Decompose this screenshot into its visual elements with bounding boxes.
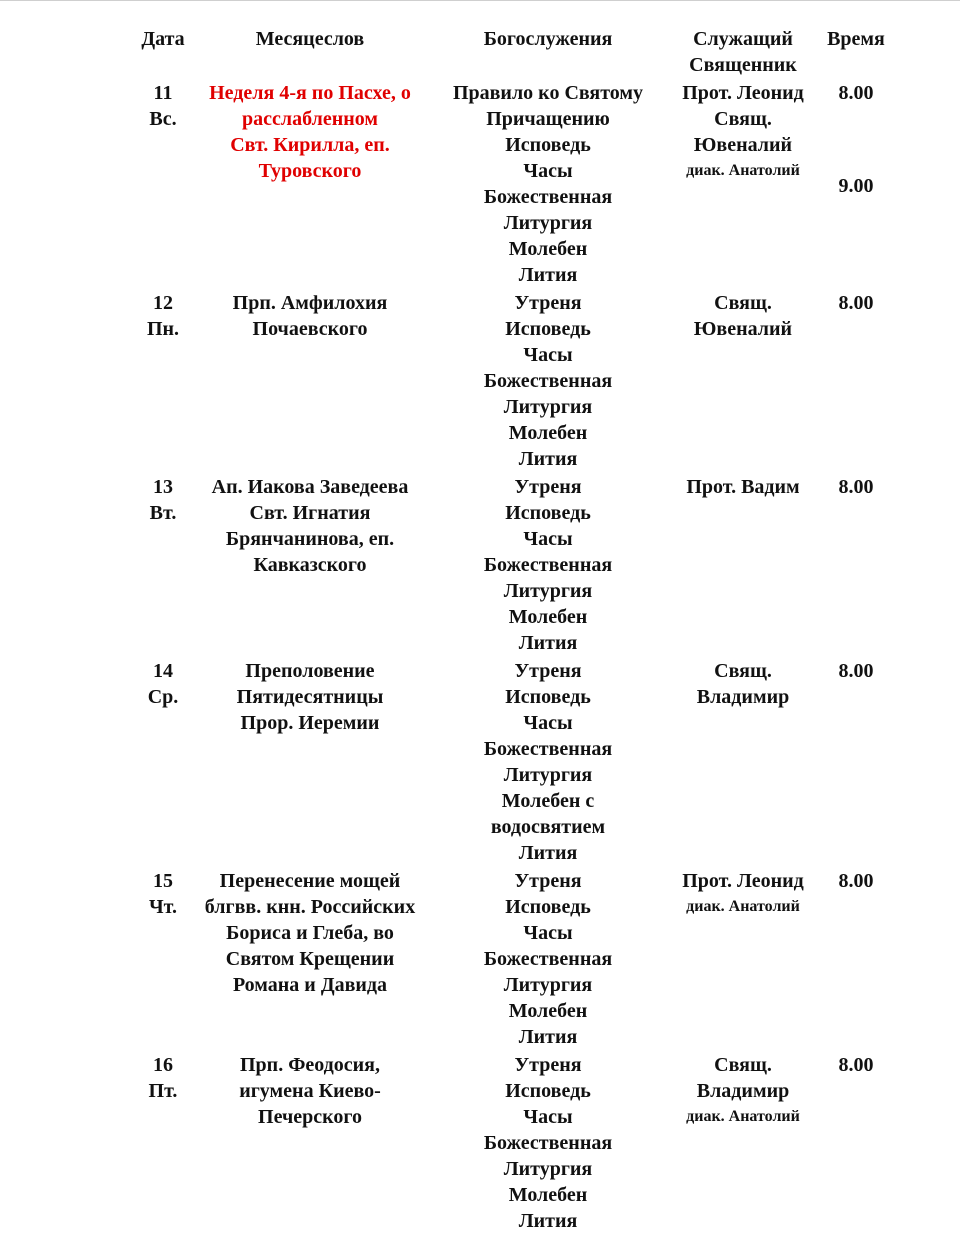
row-1-time-2: 9.00 xyxy=(838,175,874,197)
header-time-label: Время xyxy=(827,28,885,50)
row-1-services xyxy=(432,80,664,288)
row-1-saints-line-4: Туровского xyxy=(258,160,362,182)
row-5-service-6: Молебен xyxy=(508,1000,588,1022)
row-2-date xyxy=(128,290,198,342)
row-1-service-7: Молебен xyxy=(508,238,588,260)
row-5-saints-line-4: Святом Крещении xyxy=(225,948,395,970)
row-1-priest-line-1: Прот. Леонид xyxy=(682,82,804,104)
row-4-priest-line-2: Владимир xyxy=(696,686,790,708)
header-priest xyxy=(660,26,826,78)
row-5-services xyxy=(432,868,664,1050)
row-2-priest-line-2: Ювеналий xyxy=(693,318,793,340)
header-saints-label: Месяцеслов xyxy=(255,28,365,50)
row-5-service-3: Часы xyxy=(523,922,573,944)
row-4-priests xyxy=(660,658,826,710)
row-4-time xyxy=(818,658,894,684)
row-3-saints-line-4: Кавказского xyxy=(253,554,367,576)
row-6-service-1: Утреня xyxy=(514,1054,582,1076)
row-2-service-1: Утреня xyxy=(514,292,582,314)
row-2-service-3: Часы xyxy=(523,344,573,366)
row-3-saints-line-2: Свт. Игнатия xyxy=(249,502,371,524)
row-1-priest-line-3: Ювеналий xyxy=(693,134,793,156)
row-4-date-weekday: Ср. xyxy=(147,686,179,708)
row-6-service-3: Часы xyxy=(523,1106,573,1128)
row-3-service-4: Божественная xyxy=(483,554,613,576)
row-2-services xyxy=(432,290,664,472)
row-3-time xyxy=(818,474,894,500)
row-1-service-2: Причащению xyxy=(486,108,610,130)
row-6-time xyxy=(818,1052,894,1078)
row-4-service-7: водосвятием xyxy=(490,816,606,838)
header-saints xyxy=(190,26,430,52)
row-3-saints xyxy=(190,474,430,578)
row-1-time-1: 8.00 xyxy=(838,82,874,104)
row-6-priests xyxy=(660,1052,826,1130)
row-5-time xyxy=(818,868,894,894)
row-4-saints xyxy=(190,658,430,736)
row-3-saints-line-3: Брянчанинова, еп. xyxy=(225,528,395,550)
row-1-deacon: диак. Анатолий xyxy=(686,162,800,179)
row-5-saints-line-5: Романа и Давида xyxy=(232,974,388,996)
row-3-service-7: Лития xyxy=(518,632,578,654)
row-1-service-3: Исповедь xyxy=(505,134,591,156)
row-5-priest-line-1: Прот. Леонид xyxy=(682,870,804,892)
row-4-service-2: Исповедь xyxy=(505,686,591,708)
row-6-deacon: диак. Анатолий xyxy=(686,1108,800,1125)
row-4-saints-line-2: Пятидесятницы xyxy=(236,686,384,708)
row-6-date-day: 16 xyxy=(153,1054,173,1076)
header-services-label: Богослужения xyxy=(483,28,613,50)
row-2-date-day: 12 xyxy=(153,292,173,314)
row-1-service-4: Часы xyxy=(523,160,573,182)
row-5-deacon: диак. Анатолий xyxy=(686,898,800,915)
row-1-date-weekday: Вс. xyxy=(149,108,177,130)
row-5-date-weekday: Чт. xyxy=(149,896,177,918)
row-5-saints-line-3: Бориса и Глеба, во xyxy=(226,922,394,944)
row-4-service-6: Молебен с xyxy=(501,790,595,812)
row-5-service-4: Божественная xyxy=(483,948,613,970)
row-1-saints-line-1: Неделя 4-я по Пасхе, о xyxy=(209,82,411,104)
row-2-service-6: Молебен xyxy=(508,422,588,444)
row-2-saints-line-2: Почаевского xyxy=(252,318,368,340)
row-5-service-5: Литургия xyxy=(503,974,593,996)
row-4-date xyxy=(128,658,198,710)
row-4-services xyxy=(432,658,664,866)
row-5-time-1: 8.00 xyxy=(838,870,874,892)
row-2-time xyxy=(818,290,894,316)
row-2-saints-line-1: Прп. Амфилохия xyxy=(232,292,388,314)
row-3-priest-line-1: Прот. Вадим xyxy=(686,476,800,498)
row-6-service-5: Литургия xyxy=(503,1158,593,1180)
row-2-saints xyxy=(190,290,430,342)
row-3-service-3: Часы xyxy=(523,528,573,550)
row-6-saints xyxy=(190,1052,430,1130)
row-1-service-5: Божественная xyxy=(483,186,613,208)
header-date xyxy=(128,26,198,52)
row-4-service-3: Часы xyxy=(523,712,573,734)
row-5-service-2: Исповедь xyxy=(505,896,591,918)
row-1-service-1: Правило ко Святому xyxy=(452,82,644,104)
row-5-date xyxy=(128,868,198,920)
row-5-priests xyxy=(660,868,826,920)
row-4-service-4: Божественная xyxy=(483,738,613,760)
row-4-date-day: 14 xyxy=(153,660,173,682)
row-6-service-6: Молебен xyxy=(508,1184,588,1206)
row-5-service-1: Утреня xyxy=(514,870,582,892)
row-1-date-day: 11 xyxy=(153,82,173,104)
header-date-label: Дата xyxy=(141,28,185,50)
row-1-saints-line-2: расслабленном xyxy=(242,108,378,130)
row-6-saints-line-2: игумена Киево- xyxy=(239,1080,381,1102)
row-5-saints-line-2: блгвв. кнн. Российских xyxy=(204,896,416,918)
row-5-saints xyxy=(190,868,430,998)
row-3-time-1: 8.00 xyxy=(838,476,874,498)
row-1-priest-line-2: Свящ. xyxy=(714,108,772,130)
row-3-service-6: Молебен xyxy=(508,606,588,628)
row-4-service-8: Лития xyxy=(518,842,578,864)
row-6-saints-line-1: Прп. Феодосия, xyxy=(239,1054,381,1076)
row-3-date-weekday: Вт. xyxy=(149,502,177,524)
row-1-time-secondary xyxy=(818,173,894,199)
row-1-time xyxy=(818,80,894,106)
row-4-service-1: Утреня xyxy=(514,660,582,682)
row-1-date xyxy=(128,80,198,132)
row-5-date-day: 15 xyxy=(153,870,173,892)
row-3-date-day: 13 xyxy=(153,476,173,498)
row-5-service-7: Лития xyxy=(518,1026,578,1048)
row-2-service-5: Литургия xyxy=(503,396,593,418)
row-3-saints-line-1: Ап. Иакова Заведеева xyxy=(211,476,409,498)
row-4-service-5: Литургия xyxy=(503,764,593,786)
row-2-priests xyxy=(660,290,826,342)
row-6-service-4: Божественная xyxy=(483,1132,613,1154)
row-1-service-8: Лития xyxy=(518,264,578,286)
row-1-service-6: Литургия xyxy=(503,212,593,234)
row-2-date-weekday: Пн. xyxy=(146,318,180,340)
row-4-time-1: 8.00 xyxy=(838,660,874,682)
row-1-priests xyxy=(660,80,826,184)
row-6-time-1: 8.00 xyxy=(838,1054,874,1076)
row-3-priests xyxy=(660,474,826,500)
row-1-saints xyxy=(190,80,430,184)
row-6-date-weekday: Пт. xyxy=(148,1080,178,1102)
row-3-service-5: Литургия xyxy=(503,580,593,602)
row-6-priest-line-1: Свящ. xyxy=(714,1054,772,1076)
row-3-service-2: Исповедь xyxy=(505,502,591,524)
row-4-priest-line-1: Свящ. xyxy=(714,660,772,682)
header-time xyxy=(818,26,894,52)
row-6-date xyxy=(128,1052,198,1104)
header-priest-line-2: Священник xyxy=(689,54,797,76)
row-2-service-4: Божественная xyxy=(483,370,613,392)
row-2-time-1: 8.00 xyxy=(838,292,874,314)
row-1-saints-line-3: Свт. Кирилла, еп. xyxy=(230,134,390,156)
row-6-service-2: Исповедь xyxy=(505,1080,591,1102)
row-2-service-7: Лития xyxy=(518,448,578,470)
row-4-saints-line-3: Прор. Иеремии xyxy=(240,712,380,734)
row-6-priest-line-2: Владимир xyxy=(696,1080,790,1102)
row-3-service-1: Утреня xyxy=(514,476,582,498)
header-services xyxy=(432,26,664,52)
row-2-service-2: Исповедь xyxy=(505,318,591,340)
row-6-service-7: Лития xyxy=(518,1210,578,1232)
row-6-saints-line-3: Печерского xyxy=(258,1106,362,1128)
row-5-saints-line-1: Перенесение мощей xyxy=(219,870,401,892)
row-3-services xyxy=(432,474,664,656)
row-2-priest-line-1: Свящ. xyxy=(714,292,772,314)
row-3-date xyxy=(128,474,198,526)
row-4-saints-line-1: Преполовение xyxy=(245,660,375,682)
header-priest-line-1: Служащий xyxy=(693,28,793,50)
row-6-services xyxy=(432,1052,664,1234)
